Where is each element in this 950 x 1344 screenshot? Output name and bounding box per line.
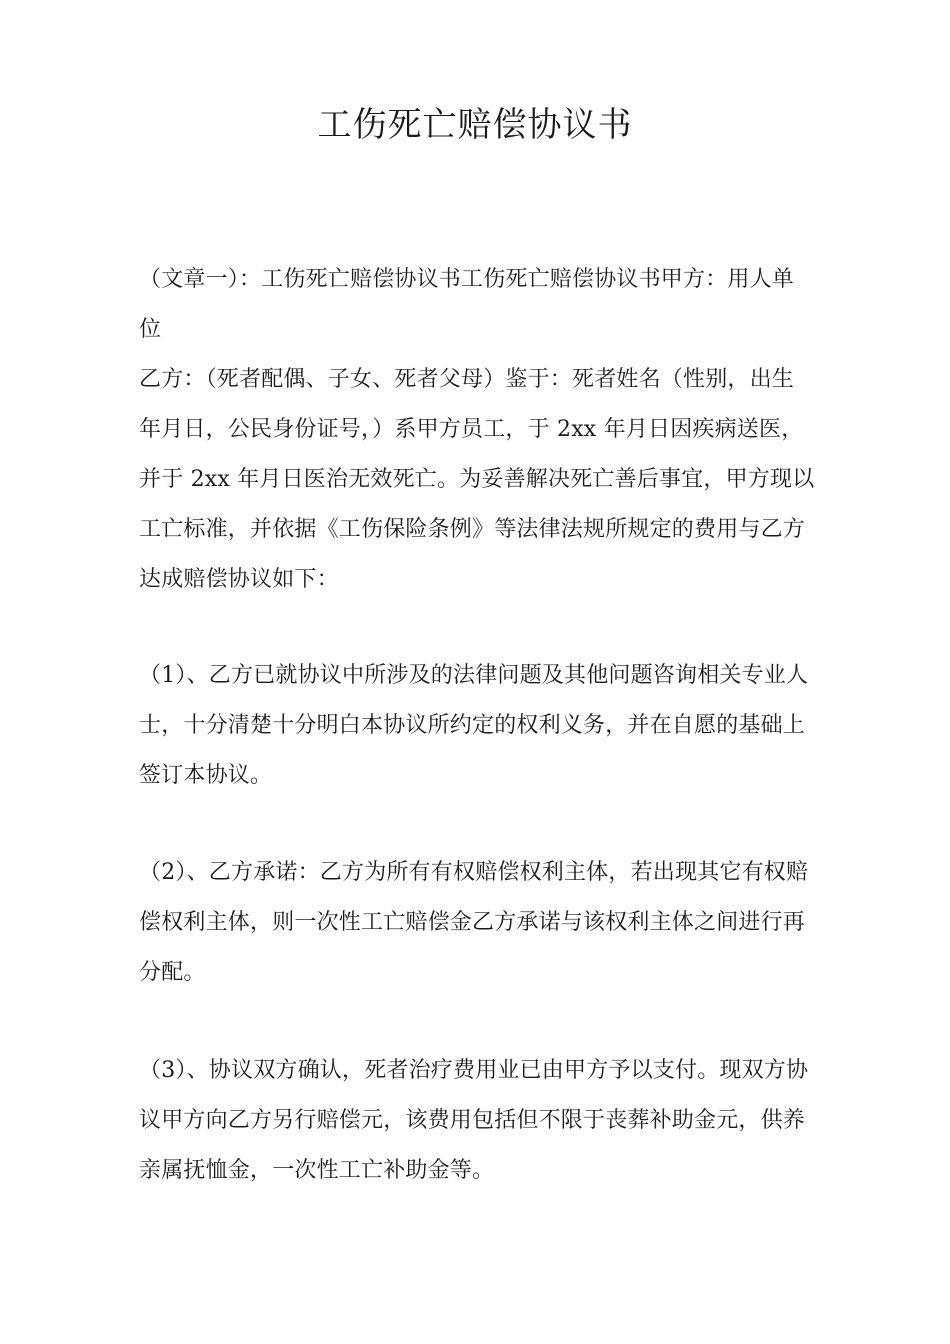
clause-3-line: （3）、协议双方确认，死者治疗费用业已由甲方予以支付。现双方协 [139, 1058, 809, 1083]
intro-line: 工亡标准，并依据《工伤保险条例》等法律法规所规定的费用与乙方 [139, 517, 806, 542]
clause-2-line: （2）、乙方承诺：乙方为所有有权赔偿权利主体，若出现其它有权赔 [139, 860, 809, 885]
clause-1-paragraph [139, 651, 819, 801]
clause-2-line: 分配。 [139, 960, 206, 985]
intro-paragraph [139, 255, 819, 605]
intro-line: 达成赔偿协议如下： [139, 567, 339, 592]
intro-line: 乙方：（死者配偶、子女、死者父母）鉴于：死者姓名（性别，出生 [139, 367, 795, 392]
clause-1-line: （1）、乙方已就协议中所涉及的法律问题及其他问题咨询相关专业人 [139, 663, 809, 688]
intro-line: 位 [139, 317, 162, 342]
intro-line: 年月日，公民身份证号，）系甲方员工，于 2xx 年月日因疾病送医， [139, 417, 804, 442]
clause-2-paragraph [139, 848, 819, 998]
clause-1-line: 签订本协议。 [139, 763, 273, 788]
clause-2-line: 偿权利主体，则一次性工亡赔偿金乙方承诺与该权利主体之间进行再 [139, 910, 806, 935]
clause-3-line: 议甲方向乙方另行赔偿元，该费用包括但不限于丧葬补助金元，供养 [139, 1108, 806, 1133]
clause-3-line: 亲属抚恤金，一次性工亡补助金等。 [139, 1158, 495, 1183]
document-title: 工伤死亡赔偿协议书 [317, 105, 633, 145]
intro-line: 并于 2xx 年月日医治无效死亡。为妥善解决死亡善后事宜，甲方现以 [139, 467, 815, 492]
intro-line: （文章一）：工伤死亡赔偿协议书工伤死亡赔偿协议书甲方：用人单 [139, 267, 795, 292]
clause-3-paragraph [139, 1046, 819, 1196]
clause-1-line: 士，十分清楚十分明白本协议所约定的权利义务，并在自愿的基础上 [139, 713, 806, 738]
